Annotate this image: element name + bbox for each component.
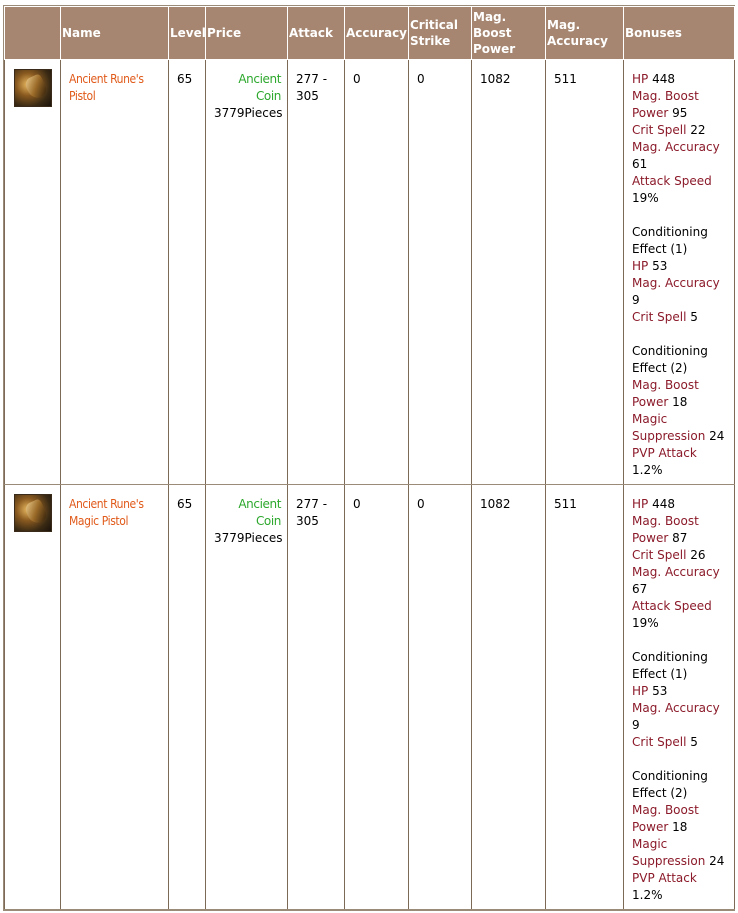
currency-link[interactable]: Ancient Coin xyxy=(238,497,281,528)
table-row xyxy=(5,60,735,485)
cond2-pvp-value: 1.2% xyxy=(632,888,663,902)
cond2-ms: Suppression 24 xyxy=(632,854,725,868)
name-cell xyxy=(61,485,169,910)
cond1-macc-label: Mag. Accuracy xyxy=(632,701,720,715)
cond2-pvp-value: 1.2% xyxy=(632,463,663,477)
cond2-pvp-label: PVP Attack xyxy=(632,871,697,885)
cond2-pvp-label: PVP Attack xyxy=(632,446,697,460)
conditioning-1-subtitle: Effect (1) xyxy=(632,242,688,256)
cond1-macc-label: Mag. Accuracy xyxy=(632,276,720,290)
bonus-mbp-label: Mag. Boost xyxy=(632,514,699,528)
conditioning-1-title: Conditioning xyxy=(632,225,708,239)
cond2-mbp: Power 18 xyxy=(632,395,688,409)
level-cell: 65 xyxy=(169,60,206,485)
level-cell: 65 xyxy=(169,485,206,910)
bonus-crit: Crit Spell 26 xyxy=(632,548,706,562)
magic-pistol-icon[interactable] xyxy=(14,494,52,532)
cond1-macc-value: 9 xyxy=(632,718,640,732)
item-name-link[interactable]: Ancient Rune's Pistol xyxy=(69,72,144,103)
bonus-aspd-label: Attack Speed xyxy=(632,174,712,188)
mag-boost-power-cell: 1082 xyxy=(472,60,546,485)
mag-boost-power-cell: 1082 xyxy=(472,485,546,910)
price-cell xyxy=(206,60,288,485)
pistol-icon[interactable] xyxy=(14,69,52,107)
critical-strike-cell: 0 xyxy=(409,60,472,485)
header-critical-strike[interactable]: Critical Strike xyxy=(409,7,472,60)
header-accuracy[interactable]: Accuracy xyxy=(345,7,409,60)
icon-cell xyxy=(5,485,61,910)
mag-accuracy-cell: 511 xyxy=(546,485,624,910)
price-amount: 3779Pieces xyxy=(214,106,283,120)
bonus-hp: HP 448 xyxy=(632,497,675,511)
cond1-macc-value: 9 xyxy=(632,293,640,307)
item-name-link[interactable]: Ancient Rune's Magic Pistol xyxy=(69,497,144,528)
bonus-macc-label: Mag. Accuracy xyxy=(632,140,720,154)
cond1-crit: Crit Spell 5 xyxy=(632,310,698,324)
critical-strike-cell: 0 xyxy=(409,485,472,910)
price-cell xyxy=(206,485,288,910)
header-level[interactable]: Level xyxy=(169,7,206,60)
cond2-ms: Suppression 24 xyxy=(632,429,725,443)
items-table xyxy=(4,6,735,910)
bonus-mbp: Power 95 xyxy=(632,106,688,120)
bonus-aspd-value: 19% xyxy=(632,191,659,205)
bonuses-cell xyxy=(624,485,735,910)
table-header-row xyxy=(5,7,735,60)
price-amount: 3779Pieces xyxy=(214,531,283,545)
header-name[interactable]: Name xyxy=(61,7,169,60)
bonus-crit: Crit Spell 22 xyxy=(632,123,706,137)
conditioning-1-title: Conditioning xyxy=(632,650,708,664)
cond2-mbp-label: Mag. Boost xyxy=(632,803,699,817)
name-cell xyxy=(61,60,169,485)
mag-accuracy-cell: 511 xyxy=(546,60,624,485)
accuracy-cell: 0 xyxy=(345,485,409,910)
conditioning-2-title: Conditioning xyxy=(632,769,708,783)
cond2-mbp-label: Mag. Boost xyxy=(632,378,699,392)
conditioning-2-title: Conditioning xyxy=(632,344,708,358)
attack-cell: 277 - 305 xyxy=(288,485,345,910)
attack-cell: 277 - 305 xyxy=(288,60,345,485)
bonus-macc-value: 67 xyxy=(632,582,648,596)
bonuses-cell xyxy=(624,60,735,485)
icon-cell xyxy=(5,60,61,485)
header-price[interactable]: Price xyxy=(206,7,288,60)
cond2-ms-label: Magic xyxy=(632,412,668,426)
bonus-aspd-value: 19% xyxy=(632,616,659,630)
cond1-crit: Crit Spell 5 xyxy=(632,735,698,749)
cond2-ms-label: Magic xyxy=(632,837,668,851)
conditioning-2-subtitle: Effect (2) xyxy=(632,361,688,375)
bonus-mbp: Power 87 xyxy=(632,531,688,545)
cond1-hp: HP 53 xyxy=(632,259,668,273)
header-attack[interactable]: Attack xyxy=(288,7,345,60)
bonus-hp: HP 448 xyxy=(632,72,675,86)
bonus-aspd-label: Attack Speed xyxy=(632,599,712,613)
header-mag-accuracy[interactable]: Mag. Accuracy xyxy=(546,7,624,60)
header-icon-col xyxy=(5,7,61,60)
bonus-mbp-label: Mag. Boost xyxy=(632,89,699,103)
conditioning-2-subtitle: Effect (2) xyxy=(632,786,688,800)
header-bonuses[interactable]: Bonuses xyxy=(624,7,735,60)
cond1-hp: HP 53 xyxy=(632,684,668,698)
table-row xyxy=(5,485,735,910)
header-mag-boost-power[interactable]: Mag. Boost Power xyxy=(472,7,546,60)
bonus-macc-value: 61 xyxy=(632,157,648,171)
accuracy-cell: 0 xyxy=(345,60,409,485)
bonus-macc-label: Mag. Accuracy xyxy=(632,565,720,579)
items-table-frame xyxy=(3,5,735,911)
currency-link[interactable]: Ancient Coin xyxy=(238,72,281,103)
conditioning-1-subtitle: Effect (1) xyxy=(632,667,688,681)
cond2-mbp: Power 18 xyxy=(632,820,688,834)
